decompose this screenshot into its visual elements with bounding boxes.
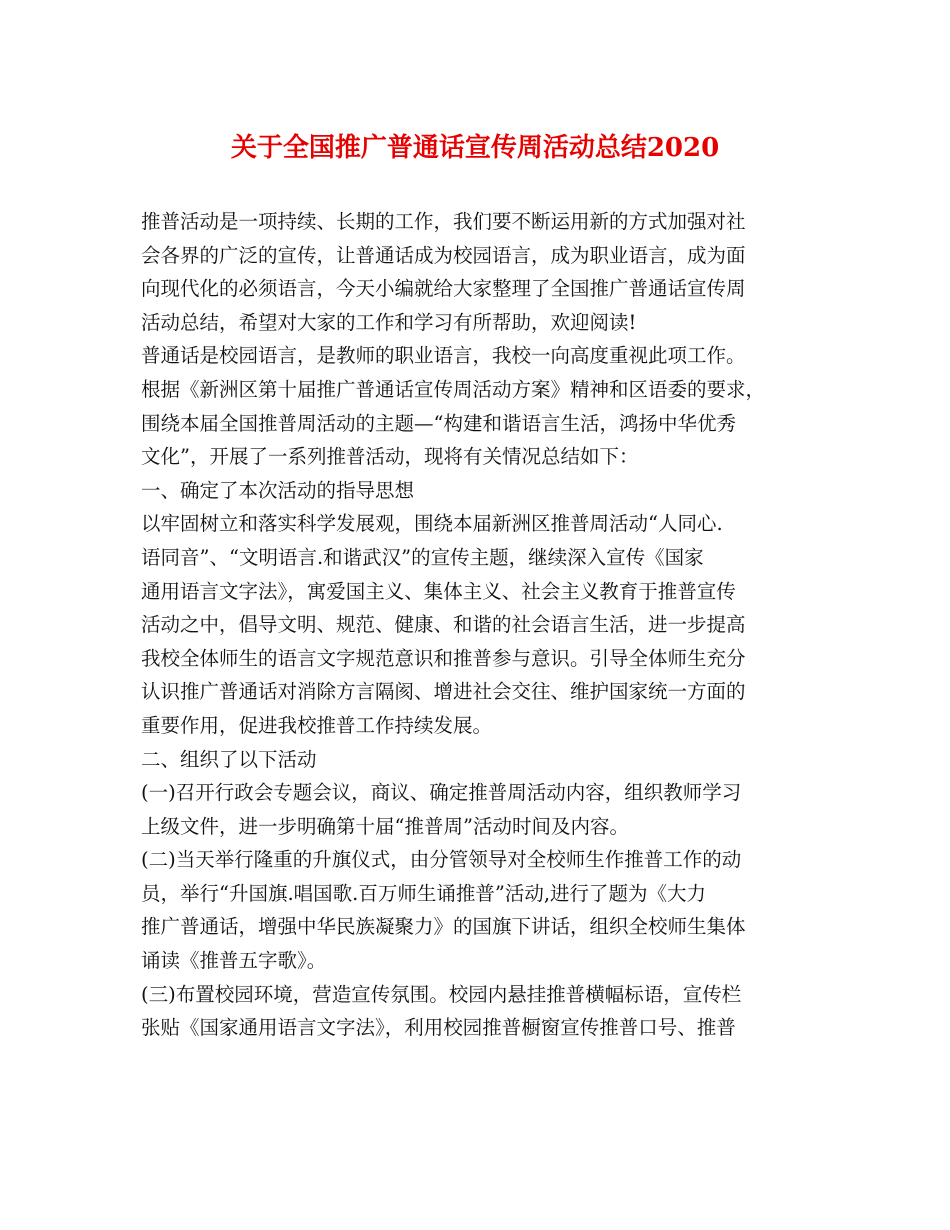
text-line: 推普活动是一项持续、长期的工作，我们要不断运用新的方式加强对社 [141, 210, 746, 233]
text-line: 活动总结，希望对大家的工作和学习有所帮助，欢迎阅读! [141, 310, 637, 334]
text-line: 二、组织了以下活动 [141, 747, 317, 771]
text-line: 诵读《推普五字歌》。 [141, 949, 327, 973]
text-line: (一)召开行政会专题会议，商议、确定推普周活动内容，组织教师学习 [141, 781, 742, 805]
paragraph [141, 339, 831, 473]
text-line: 普通话是校园语言，是教师的职业语言，我校一向高度重视此项工作。 [141, 344, 746, 368]
text-line: 围绕本届全国推普周活动的主题—“构建和谐语言生活，鸿扬中华优秀 [141, 411, 736, 435]
text-line: 推广普通话，增强中华民族凝聚力》的国旗下讲话，组织全校师生集体 [141, 915, 746, 939]
paragraph [141, 978, 831, 1045]
paragraph [141, 843, 831, 977]
text-line: 文化”，开展了一系列推普活动，现将有关情况总结如下： [141, 445, 639, 469]
text-line: 一、确定了本次活动的指导思想 [141, 478, 415, 502]
text-line: 通用语言文字法》，寓爱国主义、集体主义、社会主义教育于推普宣传 [141, 579, 736, 603]
text-line: 以牢固树立和落实科学发展观，围绕本届新洲区推普周活动“人同心. [141, 512, 723, 536]
paragraph [141, 743, 831, 777]
text-line: (三)布置校园环境，营造宣传氛围。校园内悬挂推普横幅标语，宣传栏 [141, 982, 742, 1006]
document-title: 关于全国推广普通话宣传周活动总结2020 [230, 133, 720, 163]
text-line: 向现代化的必须语言，今天小编就给大家整理了全国推广普通话宣传周 [141, 277, 746, 301]
text-line: 会各界的广泛的宣传，让普通话成为校园语言，成为职业语言，成为面 [141, 243, 746, 267]
text-line: 语同音”、“文明语言.和谐武汉”的宣传主题，继续深入宣传《国家 [141, 545, 704, 569]
text-line: 认识推广普通话对消除方言隔阂、增进社会交往、维护国家统一方面的 [141, 680, 746, 704]
paragraph [141, 776, 831, 843]
text-line: 根据《新洲区第十届推广普通话宣传周活动方案》精神和区语委的要求， [141, 377, 766, 401]
text-line: 我校全体师生的语言文字规范意识和推普参与意识。引导全体师生充分 [141, 646, 746, 670]
text-line: 张贴《国家通用语言文字法》，利用校园推普橱窗宣传推普口号、推普 [141, 1016, 736, 1040]
document-body [141, 205, 831, 1045]
paragraph [141, 205, 831, 339]
paragraph [141, 474, 831, 508]
text-line: 重要作用，促进我校推普工作持续发展。 [141, 713, 493, 737]
text-line: 员，举行“升国旗.唱国歌.百万师生诵推普”活动,进行了题为《大力 [141, 881, 707, 905]
paragraph [141, 507, 831, 742]
text-line: 上级文件，进一步明确第十届“推普周”活动时间及内容。 [141, 814, 629, 838]
text-line: (二)当天举行隆重的升旗仪式，由分管领导对全校师生作推普工作的动 [141, 848, 742, 872]
text-line: 活动之中，倡导文明、规范、健康、和谐的社会语言生活，进一步提高 [141, 613, 746, 637]
